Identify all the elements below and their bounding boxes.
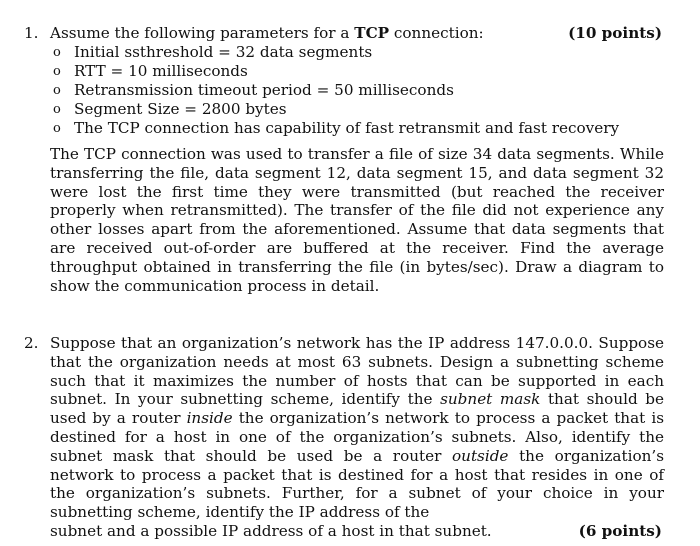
question-text: Suppose that an organization’s network has the IP address 147.0.0.0. Suppose that the organization needs at most 63 subnets. Design a subnetting scheme such that it maximizes the number of hosts that can be supported in each subnet. In your subnetting scheme, identify the bbox=[50, 334, 664, 409]
subnet-mask-italic: subnet mask bbox=[440, 390, 541, 409]
list-item-text: Segment Size = 2800 bytes bbox=[74, 100, 287, 118]
question-text: that should be used by a router bbox=[50, 390, 664, 428]
question-number: 2. bbox=[24, 334, 39, 352]
list-item bbox=[53, 119, 664, 138]
question-2-body bbox=[50, 334, 664, 522]
question-1-header bbox=[50, 24, 664, 43]
question-1 bbox=[24, 24, 664, 295]
outside-italic: outside bbox=[452, 446, 509, 465]
parameter-list bbox=[24, 43, 664, 138]
question-text: the organization’s network to process a packet that is destined for a host in one of the organization’s subnets. Also, identify the subnet mask that should be used be a router bbox=[50, 409, 664, 465]
bullet-icon: o bbox=[53, 83, 61, 98]
question-text: subnet and a possible IP address of a host in that subnet. bbox=[50, 521, 492, 540]
question-text: the organization’s network to process a packet that is destined for a host that resides in one of the organization’s subnets. Further, for a subnet of your choice in your subnetting scheme, identify the IP address of the bbox=[50, 446, 664, 522]
list-item bbox=[53, 62, 664, 81]
list-item-text: Retransmission timeout period = 50 milliseconds bbox=[74, 81, 454, 99]
list-item-text: RTT = 10 milliseconds bbox=[74, 62, 248, 80]
question-2-last-line bbox=[50, 522, 664, 541]
question-1-body: The TCP connection was used to transfer a file of size 34 data segments. While transferring the file, data segment 12, data segment 15, and data segment 32 were lost the first time they were transmitted (but reached the receiver properly when retransmitted). The transfer of the file did not experience any other losses apart from the aforementioned. Assume that data segments that are received out-of-order are buffered at the receiver. Find the average throughput obtained in transferring the file (in bytes/sec). Draw a diagram to show the communication process in detail. bbox=[50, 145, 664, 295]
question-2 bbox=[24, 334, 664, 541]
list-item bbox=[53, 43, 664, 62]
inside-italic: inside bbox=[186, 409, 233, 428]
question-intro: Assume the following parameters for a bbox=[50, 24, 355, 42]
list-item bbox=[53, 100, 664, 119]
bullet-icon: o bbox=[53, 102, 61, 117]
question-number: 1. bbox=[24, 24, 39, 42]
question-intro-end: connection: bbox=[389, 24, 484, 42]
tcp-bold: TCP bbox=[354, 24, 390, 42]
list-item-text: Initial ssthreshold = 32 data segments bbox=[74, 43, 373, 61]
bullet-icon: o bbox=[53, 45, 61, 60]
bullet-icon: o bbox=[53, 121, 61, 136]
list-item bbox=[53, 81, 664, 100]
points-label: (6 points) bbox=[578, 521, 662, 540]
bullet-icon: o bbox=[53, 64, 61, 79]
list-item-text: The TCP connection has capability of fast retransmit and fast recovery bbox=[74, 119, 620, 137]
points-label: (10 points) bbox=[568, 24, 662, 42]
